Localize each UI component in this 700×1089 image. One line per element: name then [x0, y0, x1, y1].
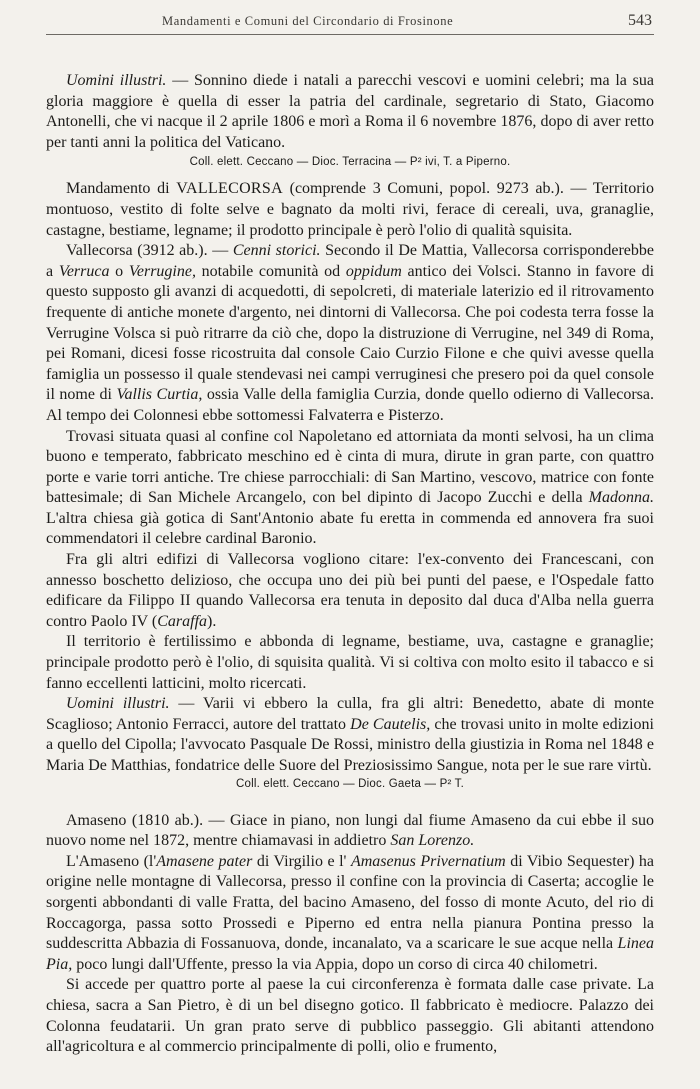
italic-term: Cenni storici. — [232, 242, 321, 260]
mandamento-name: VALLECORSA — [176, 180, 283, 198]
paragraph-text: Amaseno (1810 ab.). — Giace in piano, non lungi dal fiume Amaseno da cui ebbe il suo nuovo nome nel 1872, mentre chiamavasi in addietro — [46, 811, 654, 850]
italic-term: Uomini illustri. — [66, 695, 170, 713]
page-body — [46, 71, 654, 1058]
paragraph-amaseno-town: Si accede per quattro porte al paese la cui circonferenza è formata dalle case private. La chiesa, sacra a San Pietro, è di un bel disegno gotico. Il fabbricato è mediocre. Palazzo dei Colonna feudatarii. Un gran prato serve di pubblico passeggio. Gli abitanti attendono all'agricoltura e al commercio principalmente di polli, olio e frumento, — [46, 976, 654, 1056]
paragraph-text: Vallecorsa (3912 ab.). — — [66, 242, 233, 260]
italic-term: Vallis Curtia, — [116, 386, 203, 404]
italic-term: San Lorenzo. — [390, 832, 475, 850]
paragraph-text: di Vibio Sequester) ha origine nelle montagne di Vallecorsa, presso il confine con la provincia di Caserta; accoglie le sorgenti abbondanti di valle Fratta, del bacino Amaseno, del fosso di monte Acuto, del rio di Roccagorga, passa sotto Prossedi e Piperno ed entra nella pianura Pontina presso la suddescritta Abbazia di Fossanuova, donde, incanalato, va a scaricare le sue acque nella — [46, 852, 655, 953]
running-head — [46, 12, 654, 35]
paragraph-vallecorsa-location — [46, 427, 654, 551]
electoral-note-vallecorsa: Coll. elett. Ceccano — Dioc. Gaeta — P² T. — [235, 777, 465, 790]
italic-term: Verruca — [58, 262, 110, 280]
paragraph-text: Secondo il De Mattia, Vallecorsa corrisponderebbe a — [46, 242, 655, 280]
paragraph-text: Mandamento di — [66, 180, 177, 198]
paragraph-vallecorsa-buildings — [46, 550, 654, 632]
italic-term: Caraffa — [157, 612, 208, 630]
paragraph-text: ). — [207, 612, 217, 630]
running-head-title: Mandamenti e Comuni del Circondario di Frosinone — [162, 14, 454, 28]
paragraph-text: ossia Valle della famiglia Curzia, donde quello odierno di Vallecorsa. Al tempo dei Colonnesi ebbe sottomessi Falvaterra e Pisterzo. — [46, 386, 655, 424]
paragraph-text: notabile comunità od — [195, 262, 346, 280]
paragraph-text: — Varii vi ebbero la culla, fra gli altri: Benedetto, abate di monte Scaglioso; Antonio Ferracci, autore del trattato — [46, 695, 655, 733]
paragraph-text: (comprende 3 Comuni, popol. 9273 ab.). — Territorio montuoso, vestito di folte selve e bagnato da molti rivi, ferace di cereali, uva, granaglie, castagne, bestiame, legname; il prodotto principale è però l'olio di qualità squisita. — [46, 180, 654, 239]
italic-term: Linea Pia, — [46, 935, 654, 973]
italic-term: Madonna. — [588, 489, 654, 507]
italic-term: oppidum — [345, 262, 402, 280]
paragraph-amaseno-river — [46, 852, 654, 976]
paragraph-text: poco lungi dall'Uffente, presso la via Appia, dopo un corso di circa 40 chilometri. — [72, 955, 598, 973]
italic-term: De Cautelis, — [350, 715, 431, 733]
paragraph-text: o — [109, 262, 129, 280]
italic-term: Amasene pater — [156, 852, 253, 870]
paragraph-sonnino-illustri — [46, 71, 654, 153]
paragraph-text: di Virgilio e l' — [252, 852, 351, 870]
paragraph-text: L'altra chiesa già gotica di Sant'Antonio abate fu eretta in commenda ed annovera fra suoi commendatori il celebre cardinal Baronio. — [46, 509, 654, 548]
italic-term: Amasenus Privernatium — [350, 852, 506, 870]
paragraph-text: Fra gli altri edifizi di Vallecorsa vogliono citare: l'ex-convento dei Francescani, con annesso boschetto delizioso, che occupa uno dei più bei punti del paese, e l'Ospedale fatto edificare da Filippo II quando Vallecorsa era tenuta in deposito dal duca d'Alba nella guerra contro Paolo IV ( — [46, 551, 654, 630]
paragraph-text: — Sonnino diede i natali a parecchi vescovi e uomini celebri; ma la sua gloria maggiore è quella di esser la patria del cardinale, segretario di Stato, Giacomo Antonelli, che vi nacque il 2 aprile 1806 e morì a Roma il 6 novembre 1876, dopo di aver retto per tanti anni la politica del Vaticano. — [46, 72, 654, 151]
paragraph-vallecorsa-history — [46, 241, 654, 426]
paragraph-vallecorsa-territory: Il territorio è fertilissimo e abbonda di legname, bestiame, uva, castagne e granaglie; principale prodotto però è l'olio, di squisita qualità. Vi si coltiva con molto esito il tabacco e si fanno eccellenti latticini, molto ricercati. — [46, 633, 654, 692]
page-number: 543 — [628, 12, 652, 29]
paragraph-text: Trovasi situata quasi al confine col Napoletano ed attorniata da monti selvosi, ha un clima buono e temperato, fabbricato meschino ed è cinta di mura, dirute in gran parte, con quattro porte e varie torri antiche. Tre chiese parrocchiali: di San Martino, vescovo, matrice con fonte battesimale; di San Michele Arcangelo, con bel dipinto di Jacopo Zucchi e della — [46, 427, 654, 507]
paragraph-text: antico dei Volsci. Stanno in favore di questo supposto gli avanzi di acquedotti, di sepolcreti, di materiale laterizio ed il ritrovamento frequente di antiche monete d'argento, nei dintorni di Vallecorsa. Che poi codesta terra fosse la Verrugine Volsca si può ritrarre da ciò che, dopo la distruzione di Verrugine, nel 349 di Roma, pei Romani, dicesi fosse ricostruita dal console Caio Curzio Filone e che quivi avesse quella famiglia un possesso il quale stendevasi nei campi verruginesi che presero poi da quel console il nome di — [46, 262, 655, 404]
electoral-note-sonnino: Coll. elett. Ceccano — Dioc. Terracina — P² ivi, T. a Piperno. — [189, 156, 511, 169]
paragraph-text: L'Amaseno (l' — [66, 852, 157, 870]
paragraph-mandamento-vallecorsa — [46, 179, 654, 241]
paragraph-amaseno — [46, 811, 654, 852]
italic-term: Uomini illustri. — [66, 72, 167, 89]
paragraph-text: che trovasi unito in molte edizioni a quello del Cipolla; l'avvocato Pasquale De Rossi, ministro della giustizia in Roma nel 1848 e Maria De Matthias, fondatrice delle Suore del Preziosissimo Sangue, nota per le sue rare virtù. — [46, 715, 655, 774]
paragraph-vallecorsa-illustri — [46, 694, 654, 776]
italic-term: Verrugine, — [128, 262, 196, 280]
